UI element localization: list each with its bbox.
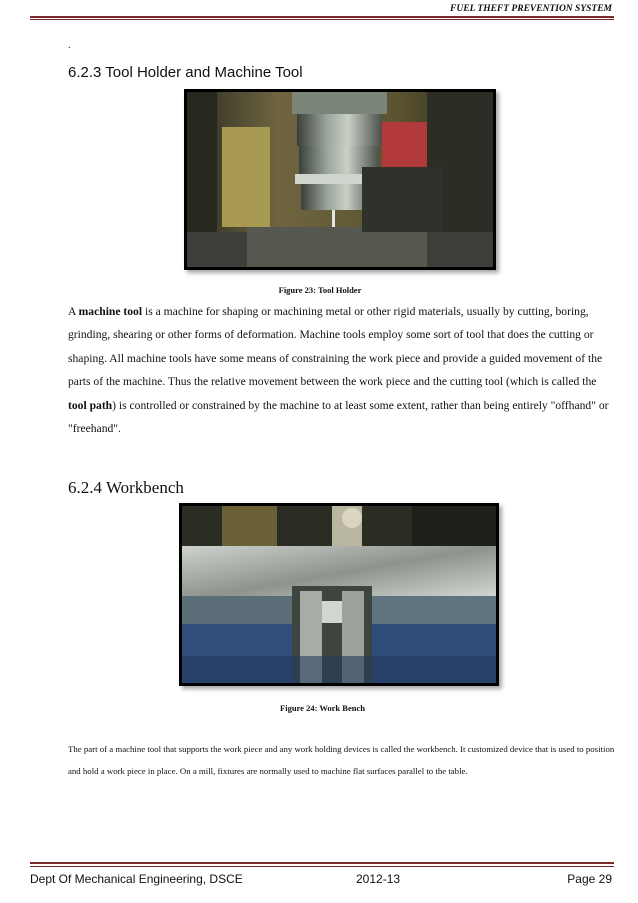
stray-mark: . (68, 40, 71, 51)
para-run: A (68, 305, 79, 318)
para-run: ) is controlled or constrained by the machine to at least some extent, rather than being entirely "offhand" or "freehand". (68, 398, 609, 436)
header-rule-thin (30, 19, 614, 20)
footer-department: Dept Of Mechanical Engineering, DSCE (30, 872, 243, 886)
para-run: is a machine for shaping or machining metal or other rigid materials, usually by cutting, boring, grinding, shearing or other forms of deformation. Machine tools employ some sort of tool that does the cutting or shaping. All machine tools have some means of constraining the work piece and provide a guided movement of the parts of the machine. Thus the relative movement between the work piece and the cutting tool (which is called the (68, 305, 603, 389)
figure-23-caption: Figure 23: Tool Holder (278, 285, 362, 295)
term-tool-path: tool path (68, 398, 113, 412)
figure-24-caption: Figure 24: Work Bench (280, 703, 365, 713)
section-heading-tool-holder: 6.2.3 Tool Holder and Machine Tool (68, 64, 303, 81)
footer-rule (30, 862, 614, 864)
footer-year: 2012-13 (356, 872, 401, 886)
term-machine-tool: machine tool (78, 305, 143, 318)
section-heading-workbench: 6.2.4 Workbench (68, 478, 184, 497)
footer-rule-thin (30, 866, 614, 867)
tool-holder-photo (184, 89, 496, 270)
work-bench-photo (179, 503, 499, 686)
workbench-paragraph: The part of a machine tool that supports the work piece and any work holding devices is called the workbench. It customized device that is used to position and hold a work piece in place. On a mill, fixtures are normally used to machine flat surfaces parallel to the table. (68, 744, 615, 776)
machine-tool-paragraph (68, 300, 614, 440)
running-header: FUEL THEFT PREVENTION SYSTEM (450, 4, 612, 14)
footer-page-number: Page 29 (567, 872, 612, 886)
header-rule (30, 16, 614, 18)
